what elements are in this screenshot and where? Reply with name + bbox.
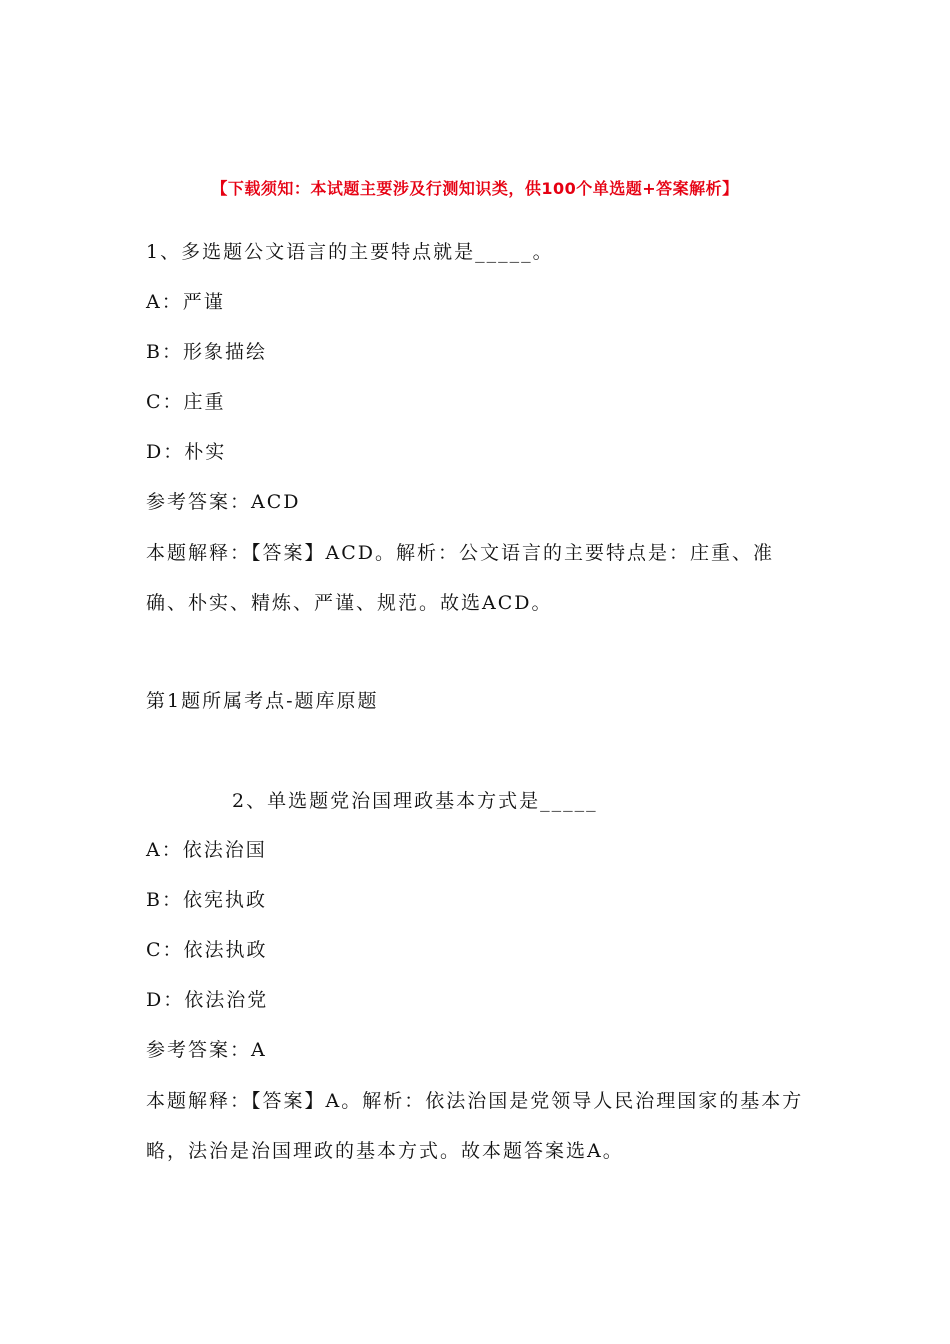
question-2-explanation: 本题解释：【答案】A。解析：依法治国是党领导人民治理国家的基本方略，法治是治国理政的基本方式。故本题答案选A。 [146, 1090, 804, 1162]
question-1-option-a: A：严谨 [146, 291, 225, 313]
question-2-option-c: C：依法执政 [146, 939, 268, 961]
question-1-option-d: D：朴实 [146, 441, 227, 463]
download-notice: 【下载须知：本试题主要涉及行测知识类，供100个单选题+答案解析】 [211, 179, 739, 198]
question-2-answer: 参考答案：A [146, 1039, 267, 1061]
question-1-option-c: C：庄重 [146, 391, 226, 413]
question-1-answer: 参考答案：ACD [146, 491, 301, 513]
question-1-explanation: 本题解释：【答案】ACD。解析：公文语言的主要特点是：庄重、准确、朴实、精炼、严谨、规范。故选ACD。 [146, 542, 774, 614]
question-2-option-a: A：依法治国 [146, 839, 267, 861]
question-1-stem: 1、多选题公文语言的主要特点就是_____。 [146, 241, 554, 263]
question-2-option-d: D：依法治党 [146, 989, 269, 1011]
question-1-source: 第1题所属考点-题库原题 [146, 690, 379, 712]
question-2-option-b: B：依宪执政 [146, 889, 267, 911]
question-1-option-b: B：形象描绘 [146, 341, 267, 363]
question-2-stem: 2、单选题党治国理政基本方式是_____ [232, 790, 598, 812]
